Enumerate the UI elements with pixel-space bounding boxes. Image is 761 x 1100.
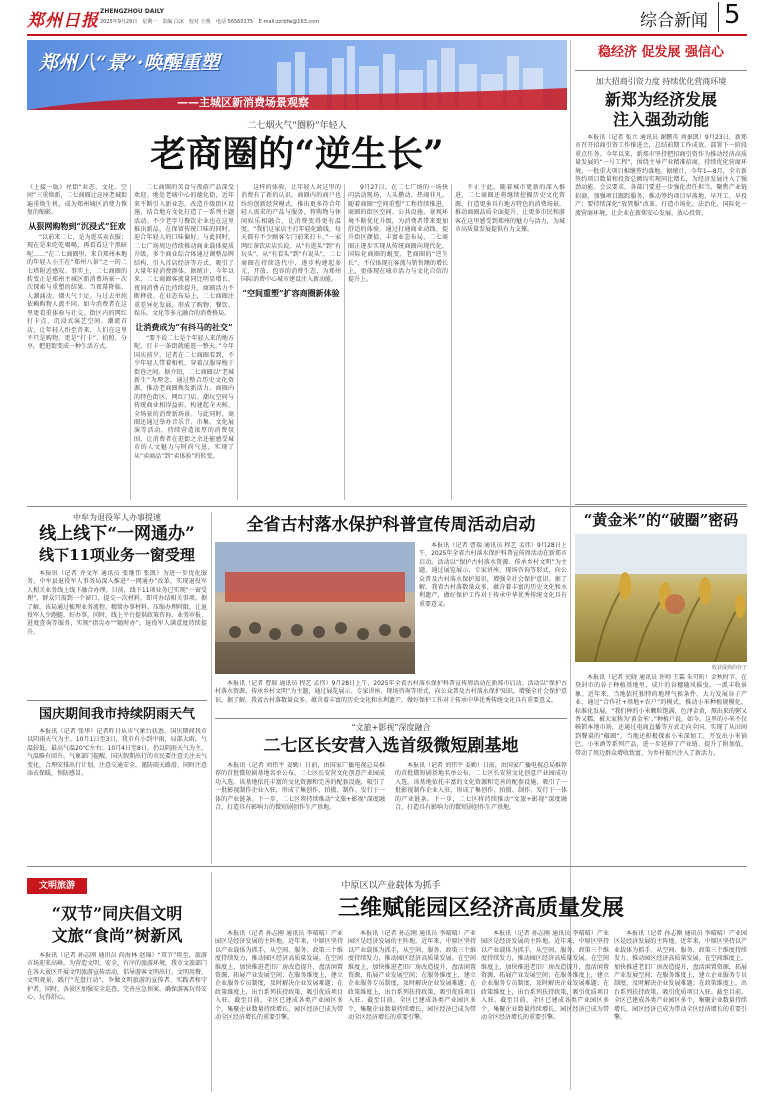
slogan-rule xyxy=(575,70,747,71)
main-col-5-text: 9月27日，在二七广场的一场快闪活动现场，人头攒动、热闹非凡。随着商圈“空间重塑”工程持续推进，商圈的街区空间、公共设施、景观环境不断优化升级，为消费者带来更加舒适的体验。通过打通商业动线、提升街区颜值、丰富业态布局，二七商圈正逐步实现从传统商圈向现代化、国际化商圈的蜕变。老商圈的“逆生长”，不仅体现在客流与销售额的增长上，更体现在城市活力与文化自信的提升上。 xyxy=(348,184,448,284)
page-number: 5 xyxy=(724,0,741,30)
left-divider xyxy=(211,512,212,864)
xinzheng-title-2: 注入强劲动能 xyxy=(612,110,709,129)
industry-col-1 xyxy=(215,930,343,1092)
main-col-2-text: 二七商圈的美食与夜游产品深受欢迎。地处老城中心的德化街，近年来不断引入新业态，改造升级街区设施，结合地方文化打造了一系列主题活动。不少老字号餐饮企业也在这里推出新品，在保留传统口味的同时，迎合年轻人的口味偏好。与此同时，二七广场周边持续推动商业载体提质升级，多个商业综合体通过调整品牌结构、引入首店经济等方式，吸引了大量年轻消费群体。据统计，今年以来，二七商圈客流量同比明显增长，夜间消费占比持续提升，商圈活力不断释放。在业态布局上，二七商圈注重差异化发展，形成了购物、餐饮、娱乐、文化等多元融合的消费格局。 xyxy=(134,184,234,318)
erqi-kicker: “文旅+影视”深度融合 xyxy=(351,723,431,732)
banner-tag: 郑州八“景”·唤醒重塑 xyxy=(39,52,220,74)
main-title: 老商圈的“逆生长” xyxy=(150,133,444,175)
erqi-paragraph: 本报讯（记者 刘伟平 姜勤）日前，由国家广播电视总局推荐的首批微短剧基地名单公布，二七区长安营文化创意产业园成功入选。该基地依托丰富的文化资源和完善的配套设施，吸引了一批影视制作企业入驻，形成了集创作、拍摄、制作、发行于一体的产业链条。下一步，二七区将持续推动“文旅+影视”深度融合，打造具有影响力的微短剧创作生产基地。 xyxy=(215,762,385,812)
section-rule-2 xyxy=(27,866,747,867)
masthead-logo xyxy=(27,6,99,32)
erqi-paragraph-cont: 本报讯（记者 刘伟平 姜勤）日前，由国家广播电视总局推荐的首批微短剧基地名单公布，二七区长安营文化创意产业园成功入选。该基地依托丰富的文化资源和完善的配套设施，吸引了一批影视制作企业入驻，形成了集创作、拍摄、制作、发行于一体的产业链条。下一步，二七区将持续推动“文旅+影视”深度融合，打造具有影响力的微短剧创作生产基地。 xyxy=(395,762,567,812)
industry-paragraph-3: 本报讯（记者 孙志刚 通讯员 李晴晴）产业园区是经济发展的主阵地。近年来，中原区坚持以产业载体为抓手，从空间、服务、政策三个维度持续发力，推动园区经济高质量发展。在空间维度上，加快推进老旧厂房改造提升，盘活闲置资源，拓展产业发展空间；在服务维度上，建立企业服务专员制度，及时解决企业发展难题；在政策维度上，出台系列扶持政策，吸引优质项目入驻。截至目前，全区已建成各类产业园区多个，集聚企业数量持续增长，园区经济已成为带动全区经济增长的重要引擎。 xyxy=(481,930,609,1022)
masthead-rule xyxy=(27,34,747,36)
huangjinmi-caption: 收获成熟的谷子 xyxy=(711,665,747,671)
weather-title: 国庆期间我市持续阴雨天气 xyxy=(38,707,195,722)
huangjinmi-photo xyxy=(575,534,747,662)
industry-kicker: 中原区以产业载体为抓手 xyxy=(341,881,441,891)
crowd-photo-illustration xyxy=(215,542,415,674)
archive-paragraph: 本报讯（记者 曹瑞 通讯员 程艺 孟伟）9月28日上午，2025年全省古村落水保护科普宣传周活动在新郑市启动。活动以“保护古村落水资源、传承乡村文明”为主题，通过展览展示、专家讲座、现场咨询等形式，向公众普及古村落水保护知识，增强全社会保护意识。据了解，我省古村落数量众多，蕴含着丰富的历史文化和水利遗产，做好保护工作对于传承中华优秀传统文化具有重要意义。 xyxy=(419,542,567,608)
slogan-text: 稳经济 促发展 强信心 xyxy=(597,45,725,60)
culture-paragraph: 本报讯（记者 孙志刚 通讯员 尚海林 赵锦）“双节”将至，旅游市场迎来高峰。为营造文明、安全、有序的旅游环境，我市文旅部门在各大景区开展文明旅游宣传活动，倡导游客文明出行、文明用餐、文明观景，践行“光盘行动”，争做文明旅游的宣传者、实践者和守护者。同时，各景区加强安全巡查，完善应急预案，确保游客玩得安心、玩得舒心。 xyxy=(27,952,207,1002)
main-col-4 xyxy=(348,184,448,500)
erqi-body-2 xyxy=(395,762,567,862)
culture-title-2: 文旅“食尚”树新风 xyxy=(51,926,183,945)
erqi-body-1 xyxy=(215,762,385,862)
xinzheng-body xyxy=(575,134,747,500)
culture-title-1: “双节”同庆倡文明 xyxy=(51,904,183,923)
phone-info: 电话 56560175 xyxy=(216,19,254,25)
weather-paragraph: 本报讯（记者 张华）记者昨日从市气象台获悉，国庆期间我市以阴雨天气为主。10月1日至3日，我市有小到中雨，局部大雨，气温较低，最高气温20℃左右；10月4日至8日，仍以阴雨天气为主，气温略有回升。气象部门提醒，国庆假期出行的市民要注意关注天气变化，合理安排出行计划，注意交通安全，谨防雨天路滑，同时注意添衣保暖，预防感冒。 xyxy=(27,728,207,778)
main-col-6-text: 不止于此。随着城市更新的深入推进，二七商圈还将继续挖掘历史文化资源，打造更多具有地方特色的消费场景，推动商圈品质全面提升，让更多市民和游客在这里感受到郑州的魅力与活力，为城市高质量发展提供有力支撑。 xyxy=(455,184,565,234)
industry-col-4 xyxy=(614,930,747,1092)
issue-info: 2025年9月29日 星期一 责编 白冰 校对 王燕 xyxy=(100,19,211,25)
huangjinmi-paragraph: 本报讯（记者 史晓 通讯员 许帅 王霖 朱可昕）金秋时节，在登封市的谷子种植基地里，成片的谷穗随风摇曳，一派丰收景象。近年来，当地依托独特的地理气候条件，大力发展谷子产业，通过“合作社+基地+农户”的模式，推动小米种植规模化、标准化发展。“我们种的小米颗粒饱满、色泽金黄，熬出来的粥又香又糯，被大家称为‘黄金米’。”种植户说。如今，这里的小米不仅畅销本地市场，还通过电商直播等方式走向全国，实现了从田间到餐桌的“破圈”。当地还积极探索小米深加工，开发出小米锅巴、小米酒等系列产品，进一步延伸了产业链、提升了附加值，带动了周边群众增收致富，为乡村振兴注入了新活力。 xyxy=(575,674,747,757)
xinzheng-kicker: 加大招商引资力度 持续优化营商环境 xyxy=(595,77,727,86)
industry-paragraph-2: 本报讯（记者 孙志刚 通讯员 李晴晴）产业园区是经济发展的主阵地。近年来，中原区坚持以产业载体为抓手，从空间、服务、政策三个维度持续发力，推动园区经济高质量发展。在空间维度上，加快推进老旧厂房改造提升，盘活闲置资源，拓展产业发展空间；在服务维度上，建立企业服务专员制度，及时解决企业发展难题；在政策维度上，出台系列扶持政策，吸引优质项目入驻。截至目前，全区已建成各类产业园区多个，集聚企业数量持续增长，园区经济已成为带动全区经济增长的重要引擎。 xyxy=(348,930,476,1022)
archive-title: 全省古村落水保护科普宣传周活动启动 xyxy=(246,515,536,535)
zhongmou-body xyxy=(27,570,207,696)
main-kicker: 二七烟火气“圈粉”年轻人 xyxy=(247,121,347,131)
zhongmou-title-1: 线上线下“一网通办” xyxy=(39,524,195,544)
xinzheng-paragraph: 本报讯（记者 张立 通讯员 谢鹏英 刘秦凯）9月23日，新郑市召开招商引资工作推进会，总结前期工作成效，部署下一阶段重点任务。今年以来，新郑市坚持把招商引资作为推动经济高质量发展的“一号工程”，围绕主导产业精准招商，持续优化营商环境，一批重大项目相继签约落地。据统计，今年1—8月，全市新签约项目数量和投资总额均实现同比增长，为经济发展注入了强劲动能。会议要求，各部门要进一步强化责任担当，聚焦产业链招商，加强项目跟踪服务，推动签约项目早落地、早开工、早投产；要持续深化“放管服”改革，打造市场化、法治化、国际化一流营商环境，让企业在新郑安心发展、放心投资。 xyxy=(575,134,747,217)
main-subhead-3: “空间重塑”扩容商圈新体验 xyxy=(242,287,340,298)
main-col-5 xyxy=(455,184,565,500)
industry-paragraph-4: 本报讯（记者 孙志刚 通讯员 李晴晴）产业园区是经济发展的主阵地。近年来，中原区坚持以产业载体为抓手，从空间、服务、政策三个维度持续发力，推动园区经济高质量发展。在空间维度上，加快推进老旧厂房改造提升，盘活闲置资源，拓展产业发展空间；在服务维度上，建立企业服务专员制度，及时解决企业发展难题；在政策维度上，出台系列扶持政策，吸引优质项目入驻。截至目前，全区已建成各类产业园区多个，集聚企业数量持续增长，园区经济已成为带动全区经济增长的重要引擎。 xyxy=(614,930,747,1022)
main-col-divider-4 xyxy=(451,184,452,500)
main-col-4-text: 这样的体验，让年轻人对这里的消费有了新的认识。商圈内的商户也纷纷创新经营模式，推出更多符合年轻人需求的产品与服务，将购物与休闲娱乐相融合，让消费变得更有温度。“我们这家店主打年轻化路线，每天都有不少顾客专门前来打卡。”一家网红茶饮店店长说。从“有逛头”到“有玩头”，从“有看头”到“有说头”，二七商圈在持续迭代中，逐步构建起多元、开放、包容的消费生态，为郑州国际消费中心城市建设注入新动能。 xyxy=(241,184,341,284)
main-col-2 xyxy=(134,184,234,500)
section-title: 综合新闻 xyxy=(640,11,708,31)
zhongmou-title-2: 线下11项业务一窗受理 xyxy=(39,546,195,564)
section-rule-1 xyxy=(27,506,747,507)
main-col-1-text: “以前来二七，是为逛买卖衣服；现在是来吃吃喝喝，再看看这个黑暗呢……”在二七商圈里，来自郑州本地的年轻人小王在“郑州八景”之一的二七塔附近感叹。事实上，二七商圈的转变正是郑州主城区新消费场景一次次探索与重塑的结果。当夜幕降临，人潮涌动，烟火气十足。与过去单纯依赖购物人流不同，如今消费者在这里更看重体验与社交。街区内的网红打卡点、沉浸式演艺空间、潮流首店，让年轻人纷至沓来，人们在这里不只是购物，更是“打卡”、拍照、分享，把逛街变成一种生活方式。 xyxy=(27,234,127,351)
main-col-divider-1 xyxy=(130,184,131,500)
weather-rule xyxy=(27,700,207,701)
main-lead: 《上接一版》亮街“业态、文化、空间”三重焕新，二七商圈让这座老城街遍重焕生机，成为郑州城区消费力恢复的缩影。 xyxy=(27,184,127,217)
banner-subtitle: ——主城区新消费场景观察 xyxy=(177,96,309,109)
masthead-pinyin: ZHENGZHOU DAILY xyxy=(100,8,164,15)
huangjinmi-body xyxy=(575,674,747,864)
email-info: E-mail:zzrbfw@163.com xyxy=(258,19,320,25)
industry-paragraph-1: 本报讯（记者 孙志刚 通讯员 李晴晴）产业园区是经济发展的主阵地。近年来，中原区坚持以产业载体为抓手，从空间、服务、政策三个维度持续发力，推动园区经济高质量发展。在空间维度上，加快推进老旧厂房改造提升，盘活闲置资源，拓展产业发展空间；在服务维度上，建立企业服务专员制度，及时解决企业发展难题；在政策维度上，出台系列扶持政策，吸引优质项目入驻。截至目前，全区已建成各类产业园区多个，集聚企业数量持续增长，园区经济已成为带动全区经济增长的重要引擎。 xyxy=(215,930,343,1022)
main-col-3 xyxy=(241,184,341,500)
archive-body-bottom xyxy=(215,680,567,714)
industry-col-2 xyxy=(348,930,476,1092)
main-col-divider-3 xyxy=(344,184,345,500)
main-col-divider-2 xyxy=(237,184,238,500)
industry-col-3 xyxy=(481,930,609,1092)
culture-badge: 文明旅游 xyxy=(27,878,87,894)
zhongmou-paragraph: 本报讯（记者 齐文军 通讯员 张继伟 张凯）为进一步优化服务，中牟县退役军人事务局深入推进“一网通办”改革，实现退役军人相关业务线上线下融合办理。目前，线下11项业务已实现“一窗受理”，群众只需到一个窗口、提交一次材料，即可办结相关事项。据了解，该局通过梳理业务流程、精简办事材料、压缩办理时限，让退役军人少跑腿、好办事。同时，线上平台提供政策咨询、业务申报、进度查询等服务，实现“指尖办”“随时办”，退役军人满意度持续提升。 xyxy=(27,570,207,636)
culture-body xyxy=(27,952,207,1092)
main-col-1 xyxy=(27,184,127,500)
xinzheng-title-1: 新郑为经济发展 xyxy=(604,90,717,109)
millet-photo-illustration xyxy=(575,534,747,662)
banner xyxy=(27,40,567,110)
logo-text: 郑州日报 xyxy=(27,11,99,31)
erqi-title: 二七区长安营入选首级微短剧基地 xyxy=(263,736,519,756)
masthead-info xyxy=(100,18,319,25)
main-subhead-2: 让消费成为“有抖马的社交” xyxy=(135,321,233,332)
industry-title: 三维赋能园区经济高质量发展 xyxy=(337,895,624,921)
archive-body-right xyxy=(419,542,567,676)
masthead-divider xyxy=(718,2,719,32)
huangjinmi-rule xyxy=(575,504,747,505)
main-col-3-text: “要不说二七是个年轻人来的地方呢，打卡一条街就能逛一整天。”今年国庆前夕，记者在二七商圈看到，不少年轻人带着相机、穿着汉服穿梭于街巷之间。据介绍，二七商圈以“老城新生”为理念，通过整合历史文化资源，推动老商圈焕发新活力。商圈内的特色街区、网红门店、潮玩空间与传统商业相得益彰，构建起全天候、全场景的消费新场景。与此同时，商圈还通过举办音乐节、市集、文化展演等活动，持续营造浓厚的消费氛围，让消费者在逛街之余还能感受城市的人文魅力与时尚气息，实现了从“卖商品”到“卖体验”的转变。 xyxy=(134,334,234,460)
bottom-divider xyxy=(211,872,212,1092)
zhongmou-kicker: 中牟为退役军人办事提速 xyxy=(73,513,161,522)
slogan-box xyxy=(575,40,747,66)
weather-body xyxy=(27,728,207,860)
huangjinmi-title: “黄金米”的“破圈”密码 xyxy=(583,511,739,529)
archive-paragraph-cont: 本报讯（记者 曹瑞 通讯员 程艺 孟伟）9月28日上午，2025年全省古村落水保护科普宣传周活动在新郑市启动。活动以“保护古村落水资源、传承乡村文明”为主题，通过展览展示、专家讲座、现场咨询等形式，向公众普及古村落水保护知识，增强全社会保护意识。据了解，我省古村落数量众多，蕴含着丰富的历史文化和水利遗产，做好保护工作对于传承中华优秀传统文化具有重要意义。 xyxy=(215,680,567,704)
erqi-rule xyxy=(215,718,567,719)
archive-photo xyxy=(215,542,415,674)
main-subhead-1: 从狠网购物到“沉浸式”狂欢 xyxy=(28,220,126,231)
